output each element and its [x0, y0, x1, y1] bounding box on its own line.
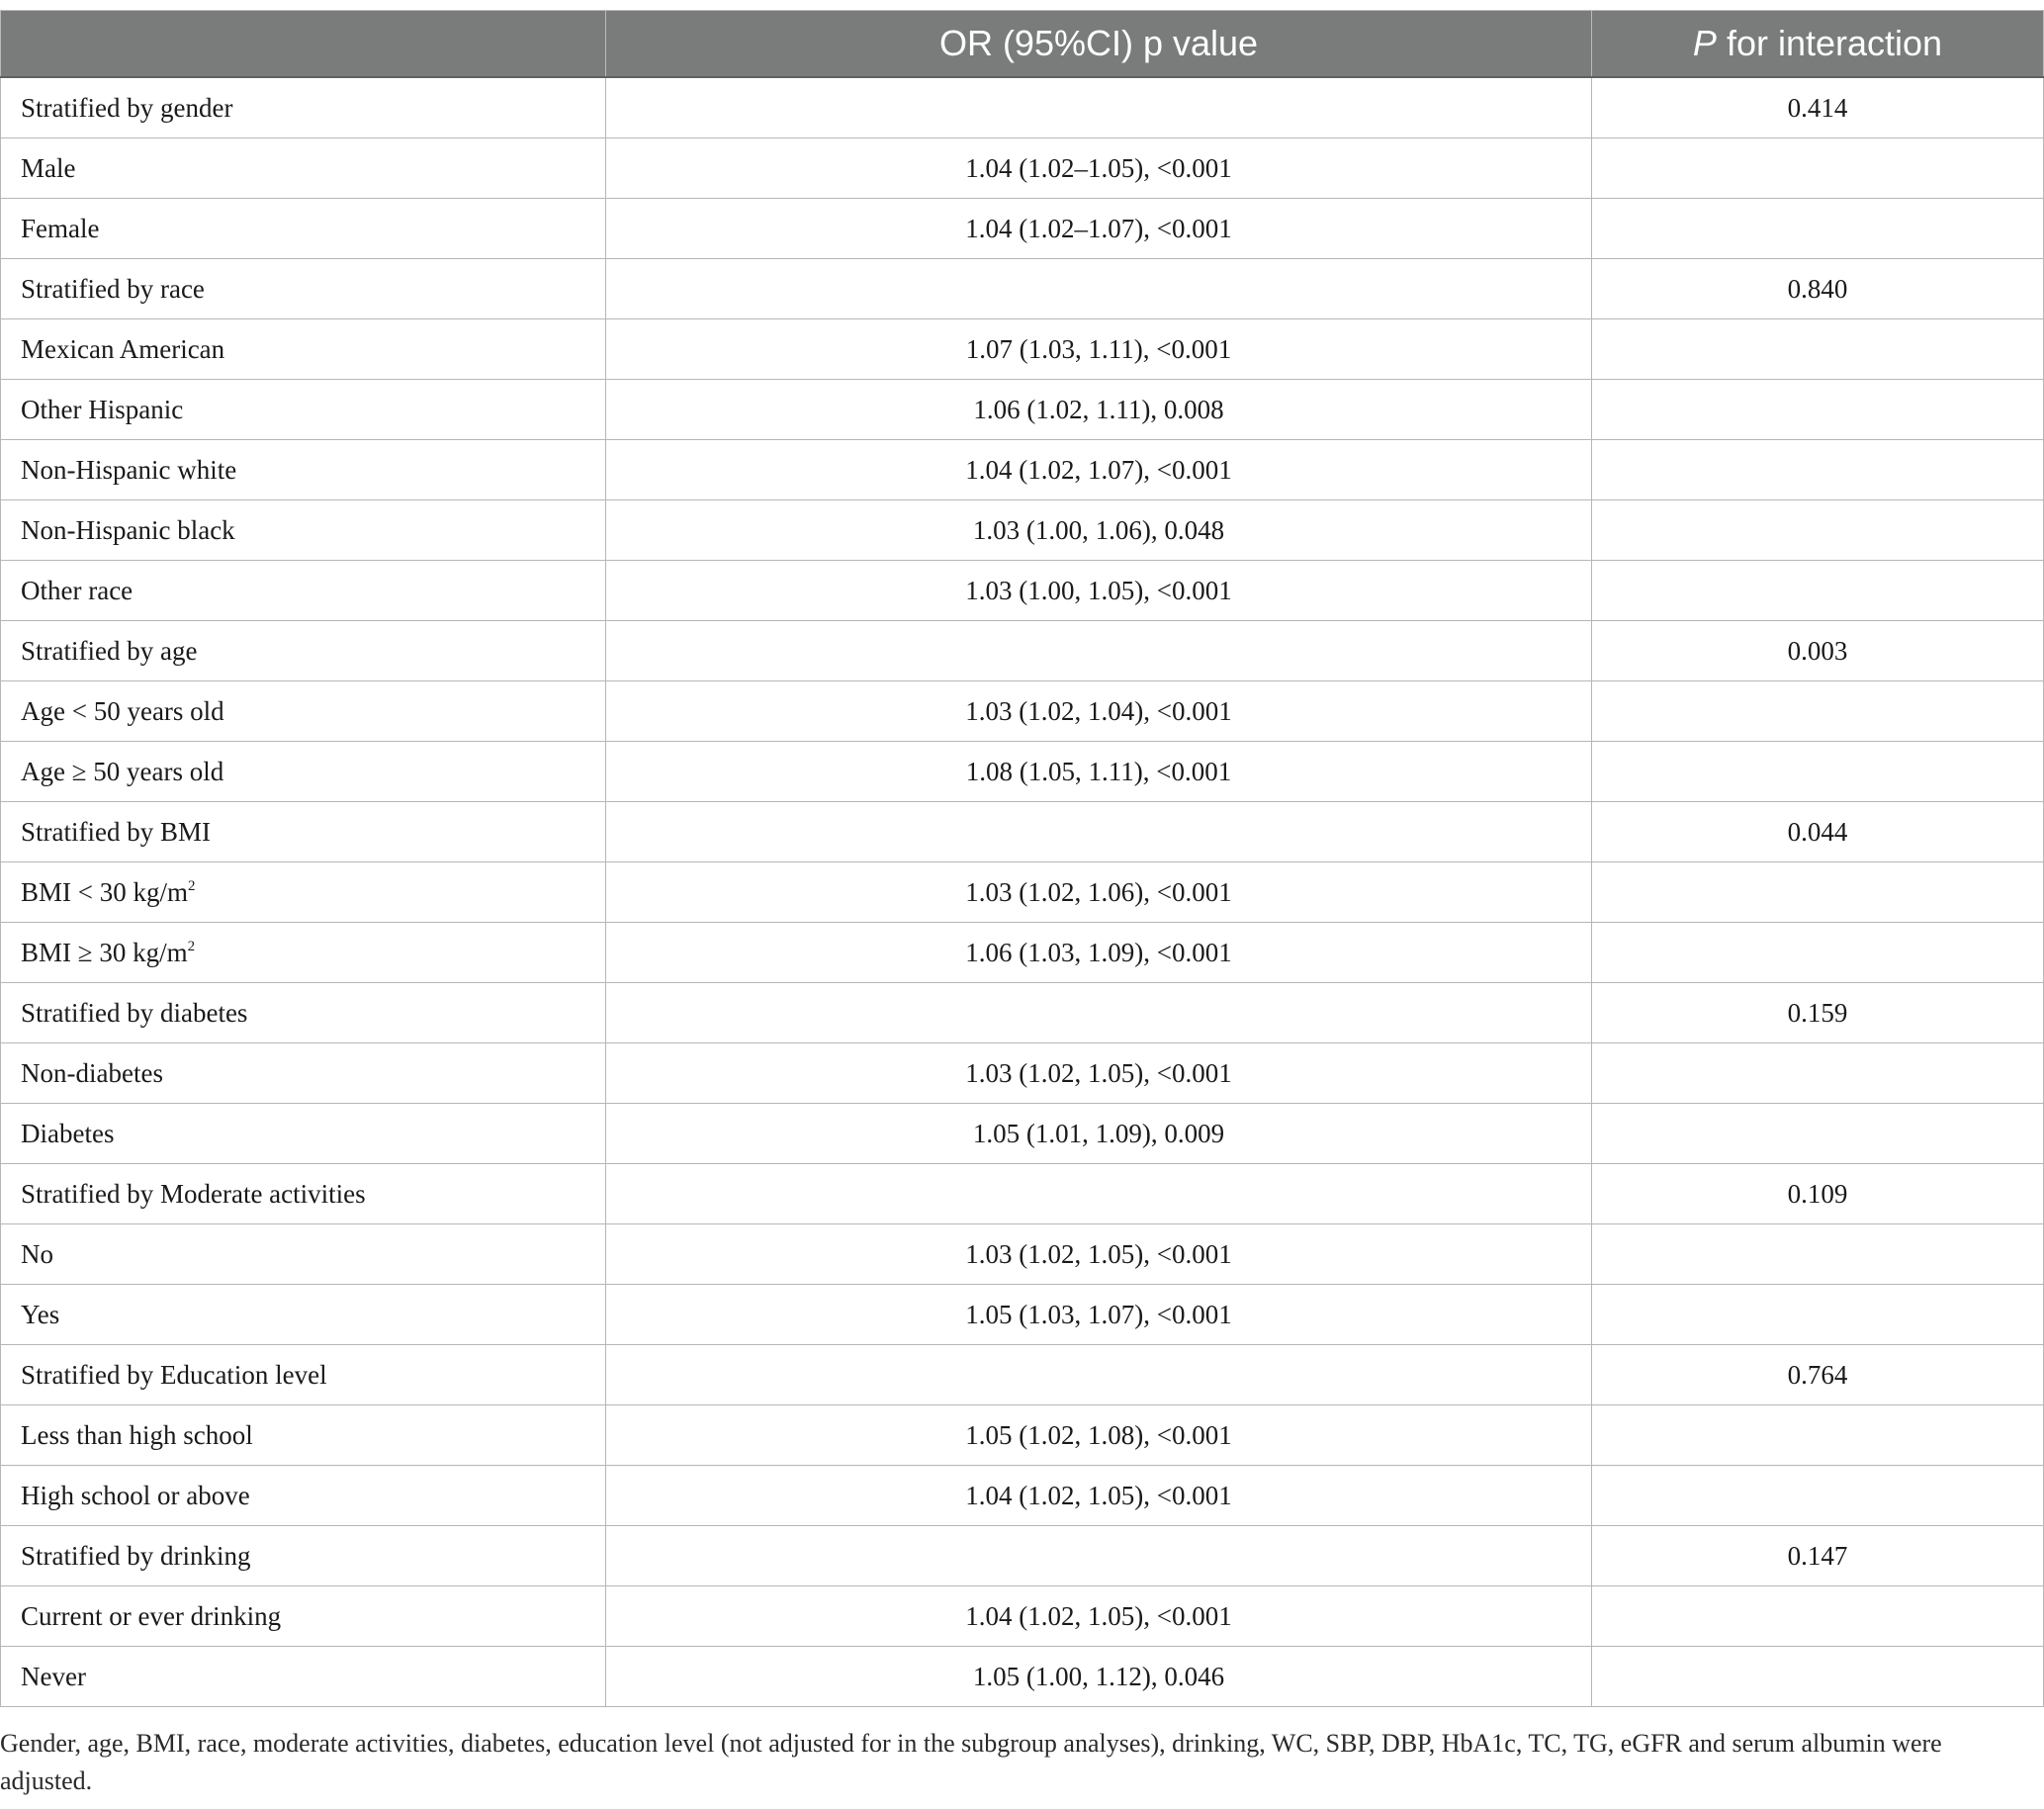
row-p-interaction: [1592, 923, 2044, 983]
row-label-text: Stratified by diabetes: [21, 997, 248, 1028]
table-row: [1, 199, 2044, 259]
row-p-interaction: 0.840: [1592, 259, 2044, 319]
row-or-value: 1.06 (1.02, 1.11), 0.008: [606, 380, 1592, 440]
header-or: OR (95%CI) p value: [606, 11, 1592, 78]
table-header-row: [1, 11, 2044, 78]
table-row: [1, 561, 2044, 621]
table-row: [1, 983, 2044, 1043]
table-row: [1, 138, 2044, 199]
row-or-value: 1.04 (1.02–1.05), <0.001: [606, 138, 1592, 199]
row-or-value: 1.08 (1.05, 1.11), <0.001: [606, 742, 1592, 802]
table-row: [1, 923, 2044, 983]
row-p-interaction: 0.147: [1592, 1526, 2044, 1586]
row-or-value: [606, 259, 1592, 319]
table-row: [1, 1104, 2044, 1164]
row-p-interaction: 0.044: [1592, 802, 2044, 862]
row-p-interaction: 0.109: [1592, 1164, 2044, 1224]
row-label: [1, 1345, 606, 1405]
table-row: [1, 1285, 2044, 1345]
row-label: [1, 1104, 606, 1164]
row-label-text: Male: [21, 152, 76, 183]
row-label-text: BMI ≥ 30 kg/m: [21, 937, 188, 967]
row-or-value: 1.05 (1.00, 1.12), 0.046: [606, 1647, 1592, 1707]
row-p-interaction: 0.003: [1592, 621, 2044, 681]
header-p-interaction: [1592, 11, 2044, 78]
row-p-interaction: [1592, 1043, 2044, 1104]
table-row: [1, 1043, 2044, 1104]
row-label: [1, 77, 606, 138]
row-or-value: [606, 1526, 1592, 1586]
table-footnote: Gender, age, BMI, race, moderate activities, diabetes, education level (not adjusted for in the subgroup analyses), drinking, WC, SBP, DBP, HbA1c, TC, TG, eGFR and serum albumin were adjusted.: [0, 1729, 1942, 1795]
row-p-interaction: 0.764: [1592, 1345, 2044, 1405]
table-row: [1, 862, 2044, 923]
row-or-value: 1.04 (1.02, 1.07), <0.001: [606, 440, 1592, 500]
table-row: [1, 1586, 2044, 1647]
row-p-interaction: [1592, 1285, 2044, 1345]
row-label-text: Never: [21, 1661, 86, 1691]
row-label-text: Stratified by Education level: [21, 1359, 327, 1390]
row-or-value: 1.04 (1.02, 1.05), <0.001: [606, 1586, 1592, 1647]
table-row: [1, 1164, 2044, 1224]
row-or-value: 1.05 (1.02, 1.08), <0.001: [606, 1405, 1592, 1466]
row-label: [1, 1586, 606, 1647]
table-row: [1, 802, 2044, 862]
table-body: [1, 77, 2044, 1707]
row-or-value: 1.03 (1.02, 1.04), <0.001: [606, 681, 1592, 742]
row-label: [1, 681, 606, 742]
row-p-interaction: [1592, 199, 2044, 259]
table-row: [1, 380, 2044, 440]
row-label: [1, 1285, 606, 1345]
row-label: [1, 923, 606, 983]
row-p-interaction: [1592, 380, 2044, 440]
table-row: [1, 1345, 2044, 1405]
row-or-value: 1.04 (1.02, 1.05), <0.001: [606, 1466, 1592, 1526]
subgroup-analysis-table: [0, 10, 2044, 1707]
row-label-superscript: 2: [187, 938, 196, 954]
row-or-value: [606, 983, 1592, 1043]
row-p-interaction: [1592, 500, 2044, 561]
table-row: [1, 681, 2044, 742]
row-label: [1, 1647, 606, 1707]
row-or-value: [606, 77, 1592, 138]
table-row: [1, 319, 2044, 380]
row-label-text: Less than high school: [21, 1419, 253, 1450]
row-label-text: Stratified by BMI: [21, 816, 211, 847]
row-label: [1, 1224, 606, 1285]
table-row: [1, 1224, 2044, 1285]
row-label-text: Stratified by age: [21, 635, 198, 666]
row-label-text: Current or ever drinking: [21, 1600, 282, 1631]
row-p-interaction: [1592, 1466, 2044, 1526]
row-label-text: Stratified by gender: [21, 92, 233, 123]
row-label-text: Stratified by race: [21, 273, 205, 304]
row-label: [1, 621, 606, 681]
row-label-text: Non-Hispanic black: [21, 514, 235, 545]
row-or-value: [606, 802, 1592, 862]
row-or-value: 1.06 (1.03, 1.09), <0.001: [606, 923, 1592, 983]
row-or-value: 1.03 (1.02, 1.05), <0.001: [606, 1224, 1592, 1285]
row-label: [1, 983, 606, 1043]
row-label: [1, 742, 606, 802]
row-label-text: No: [21, 1238, 53, 1269]
row-label: [1, 259, 606, 319]
row-or-value: 1.05 (1.03, 1.07), <0.001: [606, 1285, 1592, 1345]
table-row: [1, 500, 2044, 561]
row-label-text: Age < 50 years old: [21, 695, 224, 726]
table-row: [1, 77, 2044, 138]
row-label: [1, 138, 606, 199]
row-or-value: 1.04 (1.02–1.07), <0.001: [606, 199, 1592, 259]
row-label-text: High school or above: [21, 1480, 250, 1510]
table-row: [1, 621, 2044, 681]
row-p-interaction: [1592, 1586, 2044, 1647]
row-label-text: Non-diabetes: [21, 1057, 163, 1088]
row-label: [1, 500, 606, 561]
row-or-value: 1.03 (1.02, 1.05), <0.001: [606, 1043, 1592, 1104]
table-row: [1, 742, 2044, 802]
row-p-interaction: [1592, 319, 2044, 380]
row-p-interaction: 0.159: [1592, 983, 2044, 1043]
table-row: [1, 259, 2044, 319]
row-or-value: 1.07 (1.03, 1.11), <0.001: [606, 319, 1592, 380]
row-p-interaction: [1592, 1405, 2044, 1466]
row-label-text: BMI < 30 kg/m: [21, 876, 188, 907]
row-p-interaction: [1592, 561, 2044, 621]
row-label: [1, 440, 606, 500]
row-or-value: [606, 1164, 1592, 1224]
header-p-italic: P: [1692, 23, 1717, 63]
row-label: [1, 1043, 606, 1104]
row-p-interaction: [1592, 681, 2044, 742]
row-p-interaction: [1592, 862, 2044, 923]
row-p-interaction: [1592, 1224, 2044, 1285]
row-label: [1, 561, 606, 621]
row-or-value: 1.03 (1.02, 1.06), <0.001: [606, 862, 1592, 923]
row-p-interaction: [1592, 440, 2044, 500]
row-label-text: Other race: [21, 575, 133, 605]
row-label-text: Stratified by Moderate activities: [21, 1178, 366, 1209]
row-label-text: Non-Hispanic white: [21, 454, 237, 485]
row-or-value: [606, 1345, 1592, 1405]
row-label-superscript: 2: [188, 877, 196, 894]
row-label: [1, 319, 606, 380]
table-row: [1, 440, 2044, 500]
row-or-value: 1.05 (1.01, 1.09), 0.009: [606, 1104, 1592, 1164]
table-row: [1, 1466, 2044, 1526]
header-subgroup: [1, 11, 606, 78]
row-p-interaction: [1592, 1647, 2044, 1707]
row-label-text: Age ≥ 50 years old: [21, 756, 224, 786]
row-p-interaction: [1592, 138, 2044, 199]
row-label: [1, 1405, 606, 1466]
row-label: [1, 199, 606, 259]
row-label-text: Mexican American: [21, 333, 225, 364]
table-row: [1, 1647, 2044, 1707]
row-label: [1, 802, 606, 862]
row-label-text: Other Hispanic: [21, 394, 184, 424]
row-label: [1, 1466, 606, 1526]
row-or-value: 1.03 (1.00, 1.06), 0.048: [606, 500, 1592, 561]
row-label-text: Female: [21, 213, 100, 243]
row-label-text: Yes: [21, 1299, 60, 1329]
row-or-value: 1.03 (1.00, 1.05), <0.001: [606, 561, 1592, 621]
row-p-interaction: 0.414: [1592, 77, 2044, 138]
table-row: [1, 1526, 2044, 1586]
row-label-text: Stratified by drinking: [21, 1540, 251, 1571]
row-label: [1, 380, 606, 440]
row-label: [1, 862, 606, 923]
header-p-rest: for interaction: [1716, 23, 1943, 63]
row-p-interaction: [1592, 742, 2044, 802]
row-or-value: [606, 621, 1592, 681]
row-label-text: Diabetes: [21, 1118, 115, 1148]
row-label: [1, 1526, 606, 1586]
row-label: [1, 1164, 606, 1224]
subgroup-table-container: [0, 10, 2043, 1707]
row-p-interaction: [1592, 1104, 2044, 1164]
table-row: [1, 1405, 2044, 1466]
